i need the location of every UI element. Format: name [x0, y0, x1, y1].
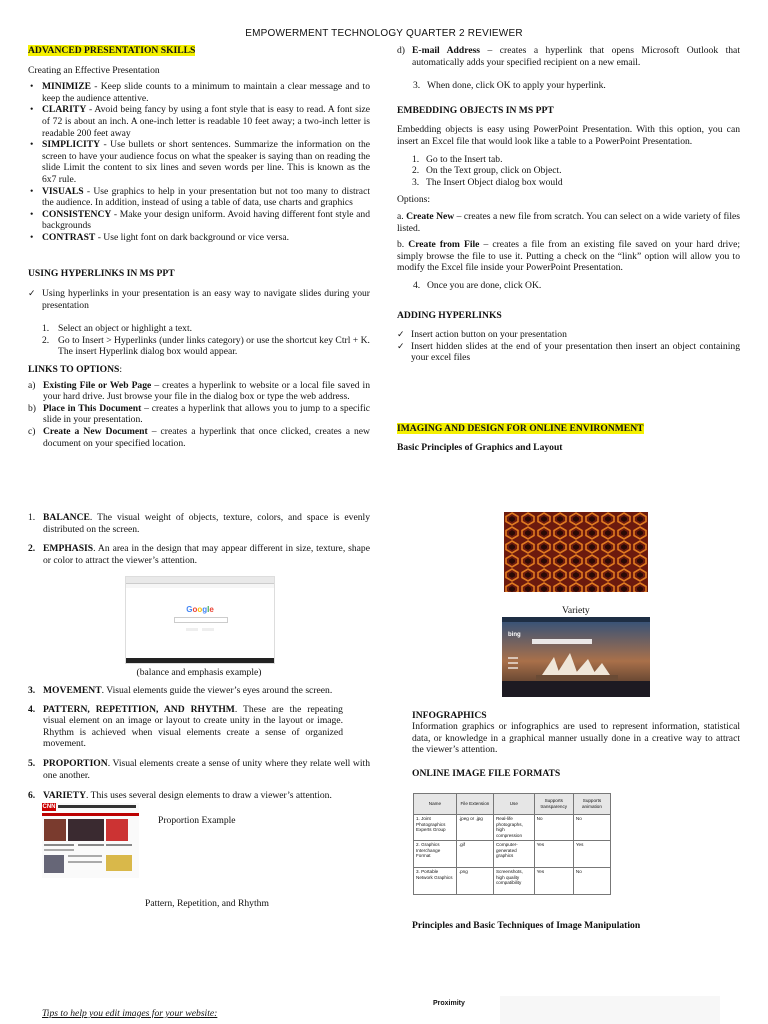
page-title: EMPOWERMENT TECHNOLOGY QUARTER 2 REVIEWER [245, 28, 523, 39]
options-label: Options: [397, 194, 431, 206]
formats-heading: ONLINE IMAGE FILE FORMATS [412, 768, 561, 779]
list-item: 1. Select an object or highlight a text. [42, 323, 193, 335]
left-column [28, 45, 370, 449]
adding-list [397, 329, 740, 364]
bing-screenshot-image [502, 617, 650, 697]
step-4: 4. Once you are done, click OK. [413, 279, 542, 291]
list-item: c) Create a New Document – creates a hyperlink that once clicked, creates a new document on your specified location. [28, 426, 370, 449]
google-logo: Google [186, 605, 214, 614]
list-item: 2. EMPHASIS. An area in the design that may appear different in size, texture, shape or color to attract the viewer’s attention. [28, 543, 370, 566]
list-item: • VISUALS - Use graphics to help in your presentation but not too many to distract the audience. In addition, instead of using a table of data, use charts and graphics [28, 186, 370, 209]
search-box [174, 617, 228, 623]
cnn-screenshot-image [42, 803, 139, 878]
table-cell: 1. Joint Photographics Experts Group [414, 815, 457, 841]
skills-list [28, 81, 370, 243]
advanced-presentation-heading: ADVANCED PRESENTATION SKILLS [28, 45, 196, 56]
links-options-heading: LINKS TO OPTIONS: [28, 364, 123, 376]
list-item: • MINIMIZE - Keep slide counts to a minimum to maintain a clear message and to keep the audience attentive. [28, 81, 370, 104]
file-formats-table [413, 793, 611, 895]
tips-heading: Tips to help you edit images for your website: [42, 1008, 218, 1019]
embed-steps [397, 154, 740, 189]
proportion-caption: Proportion Example [158, 815, 236, 826]
adding-hyperlinks-heading: ADDING HYPERLINKS [397, 309, 502, 321]
table-cell: Real-life photographs, high compression [493, 815, 534, 841]
hyperlink-steps [28, 323, 370, 358]
hyperlink-check-list [28, 288, 370, 311]
list-item: • CLARITY - Avoid being fancy by using a font style that is easy to read. A font size of 72 is about an inch. A one-inch letter is readable 10 feet away; a two-inch letter is readable 200 feet away [28, 104, 370, 139]
list-item: 6. VARIETY. This uses several design elements to draw a viewer’s attention. [28, 790, 332, 802]
links-options-list [28, 380, 370, 450]
option-a: a. Create New – creates a new file from scratch. You can select on a wide variety of files listed. [397, 210, 740, 234]
list-item: 3. The Insert Object dialog box would [412, 176, 563, 188]
table-cell: No [534, 815, 573, 841]
table-row [414, 841, 611, 868]
list-item: b) Place in This Document – creates a hyperlink that allows you to jump to a specific slide in your presentation. [28, 402, 370, 426]
bing-logo: bing [508, 632, 521, 638]
pattern-image [504, 512, 648, 592]
list-item: a) Existing File or Web Page – creates a hyperlink to website or a local file saved in your hard drive. Just browse your file in the dialog box or type the web address. [28, 379, 371, 403]
list-item: ✓ Insert hidden slides at the end of your presentation then insert an object containing your excel files [397, 341, 740, 364]
table-cell: Yes [573, 841, 610, 868]
table-cell: 3. Portable Network Graphics [414, 868, 457, 895]
pattern-caption: Pattern, Repetition, and Rhythm [145, 898, 269, 909]
list-item: 2. Go to Insert > Hyperlinks (under links category) or use the shortcut key Ctrl + K. The insert Hyperlink dialog box would appear. [42, 334, 370, 358]
table-cell: No [573, 815, 610, 841]
table-cell: .gif [456, 841, 493, 868]
infographics-heading: INFOGRAPHICS [412, 710, 487, 721]
embed-text: Embedding objects is easy using PowerPoint Presentation. With this option, you can insert an Excel file that would look like a table to a PowerPoint Presentation. [397, 124, 740, 147]
list-item: • CONTRAST - Use light font on dark background or vice versa. [28, 232, 370, 244]
principles-list-top [28, 512, 370, 566]
list-item: ✓ Using hyperlinks in your presentation is an easy way to navigate slides during your presentation [28, 288, 370, 311]
table-cell: .jpeg or .jpg [456, 815, 493, 841]
cnn-logo: CNN [42, 804, 56, 810]
adv-subheading: Creating an Effective Presentation [28, 64, 160, 76]
table-cell: Screenshots, high quality compatibility [493, 868, 534, 895]
table-cell: Computer-generated graphics [493, 841, 534, 868]
table-cell: Yes [534, 868, 573, 895]
basic-principles-heading: Basic Principles of Graphics and Layout [397, 442, 563, 453]
embed-heading: EMBEDDING OBJECTS IN MS PPT [397, 104, 554, 116]
google-screenshot-image [125, 576, 275, 664]
column-header: Supports transparency [534, 794, 573, 815]
image-manipulation-heading: Principles and Basic Techniques of Image Manipulation [412, 920, 641, 931]
proximity-image [500, 996, 720, 1024]
right-column [397, 45, 740, 364]
hyperlinks-heading: USING HYPERLINKS IN MS PPT [28, 267, 175, 279]
table-row [414, 868, 611, 895]
list-item: 5. PROPORTION. Visual elements create a sense of unity where they relate well with one another. [28, 757, 370, 781]
table-cell: No [573, 868, 610, 895]
column-header: File Extension [456, 794, 493, 815]
principles-list-bottom [28, 685, 370, 802]
infographics-text: Information graphics or infographics are used to represent information, statistical data, or knowledge in a graphical manner usually done in a creative way to attract the viewer’s attention. [412, 721, 740, 756]
list-item: ✓ Insert action button on your presentation [397, 329, 740, 341]
column-header: Name [414, 794, 457, 815]
table-row [414, 815, 611, 841]
step-3: 3. When done, click OK to apply your hyperlink. [413, 80, 606, 92]
list-item: 2. On the Text group, click on Object. [412, 165, 562, 177]
column-header: Supports animation [573, 794, 610, 815]
email-option: d) E-mail Address – creates a hyperlink that opens Microsoft Outlook that automatically adds your specified recipient on a new email. [397, 45, 740, 68]
list-item: 4. PATTERN, REPETITION, AND RHYTHM. These are the repeating visual element on an image or layout to create unity in the layout or image. Rhythm is achieved when visual elements create a sense of organized movement. [28, 703, 343, 750]
list-item: • SIMPLICITY - Use bullets or short sentences. Summarize the information on the screen to have your audience focus on what the speaker is saying than on reading the slide Limit the content to six lines and seven words per line. This is known as the 6x7 rule. [28, 139, 370, 185]
variety-caption: Variety [562, 605, 590, 616]
list-item: 1. Go to the Insert tab. [412, 153, 503, 165]
balance-caption: (balance and emphasis example) [136, 667, 262, 678]
proximity-label: Proximity [433, 1000, 465, 1007]
table-cell: 2. Graphics Interchange Format [414, 841, 457, 868]
list-item: 1. BALANCE. The visual weight of objects, texture, colors, and space is evenly distributed on the screen. [28, 512, 370, 535]
list-item: 3. MOVEMENT. Visual elements guide the viewer’s eyes around the screen. [28, 685, 333, 696]
table-cell: Yes [534, 841, 573, 868]
option-b: b. Create from File – creates a file from an existing file saved on your hard drive; simply browse the file to use it. Putting a check on the “link” option will allow you to modify the Excel file inside your PowerPoint Presentation. [397, 239, 741, 274]
column-header: Use [493, 794, 534, 815]
table-header-row [414, 794, 611, 815]
list-item: • CONSISTENCY - Make your design uniform. Avoid having different font style and backgrounds [28, 209, 370, 232]
table-cell: .png [456, 868, 493, 895]
imaging-heading: IMAGING AND DESIGN FOR ONLINE ENVIRONMENT [397, 423, 644, 434]
